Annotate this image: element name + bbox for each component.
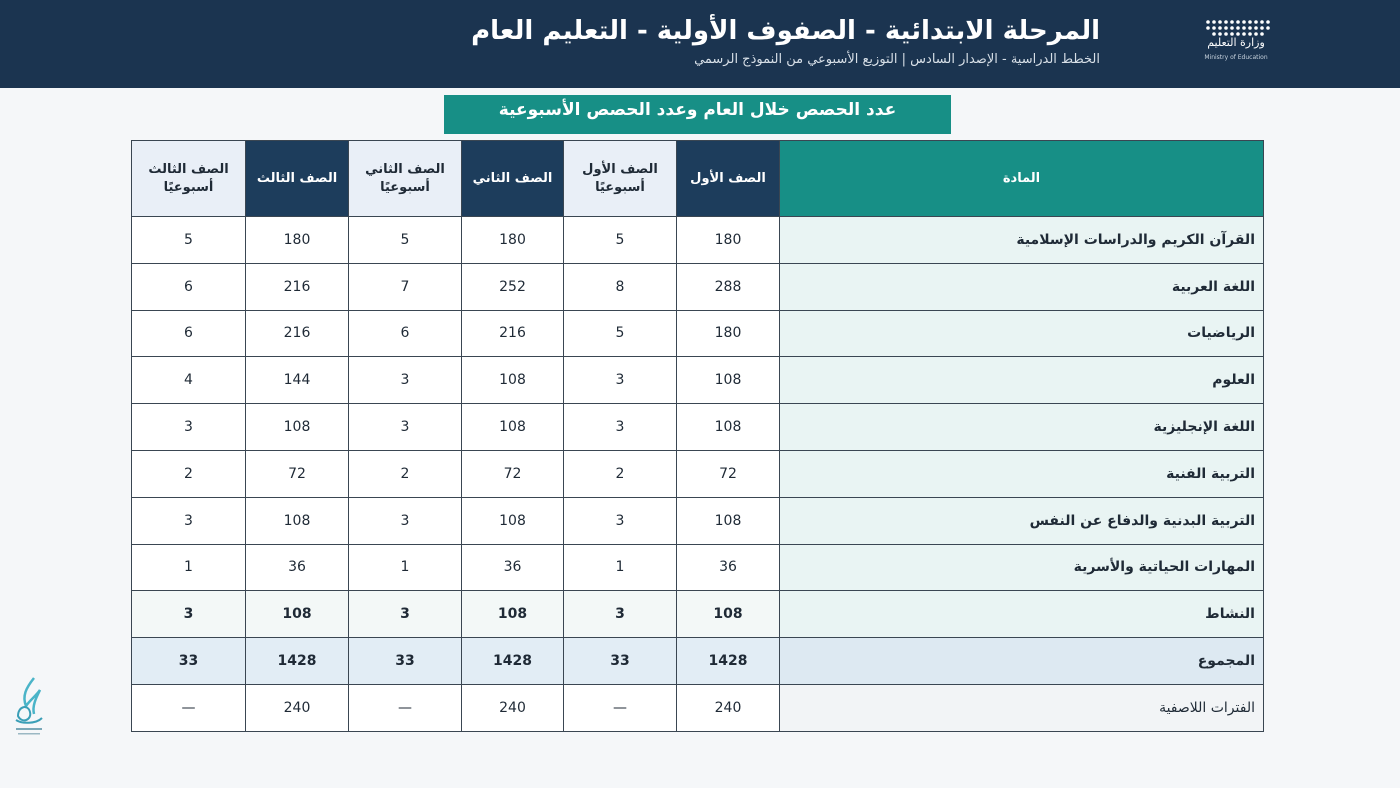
cell-grade1: 180: [677, 217, 780, 264]
cell-grade3-weekly: 3: [132, 404, 246, 451]
cell-grade2: 216: [462, 310, 564, 357]
cell-grade3: 240: [246, 684, 349, 731]
cell-grade1-weekly: 3: [564, 404, 677, 451]
vision-logo-icon: [12, 676, 48, 738]
cell-grade2: 108: [462, 497, 564, 544]
cell-grade1: 180: [677, 310, 780, 357]
cell-grade2-weekly: 5: [349, 217, 462, 264]
cell-grade1: 72: [677, 450, 780, 497]
col-grade3-weekly-line1: الصف الثالث: [148, 161, 229, 177]
cell-grade3-weekly: 3: [132, 497, 246, 544]
row-subject: النشاط: [780, 591, 1264, 638]
col-grade2-weekly: [349, 141, 462, 217]
table-row: [132, 497, 1264, 544]
cell-grade2: 36: [462, 544, 564, 591]
cell-grade2: 108: [462, 357, 564, 404]
col-grade1: الصف الأول: [677, 141, 780, 217]
col-grade2: الصف الثاني: [462, 141, 564, 217]
cell-grade3-weekly: 5: [132, 217, 246, 264]
col-grade3-weekly: [132, 141, 246, 217]
cell-grade2-weekly: 7: [349, 263, 462, 310]
table-header-row: [132, 141, 1264, 217]
cell-grade1-weekly: 1: [564, 544, 677, 591]
row-subject: العلوم: [780, 357, 1264, 404]
table-row: [132, 450, 1264, 497]
row-subject: المجموع: [780, 638, 1264, 685]
activity-row: [132, 591, 1264, 638]
logo-english-text: Ministry of Education: [1204, 54, 1268, 61]
cell-grade3-weekly: 33: [132, 638, 246, 685]
cell-grade2: 72: [462, 450, 564, 497]
cell-grade2-weekly: 3: [349, 497, 462, 544]
periods-table: [131, 140, 1264, 732]
page-title: المرحلة الابتدائية - الصفوف الأولية - التعليم العام: [471, 16, 1100, 46]
row-subject: التربية الفنية: [780, 450, 1264, 497]
row-subject: القرآن الكريم والدراسات الإسلامية: [780, 217, 1264, 264]
cell-grade3-weekly: 6: [132, 263, 246, 310]
cell-grade2: 252: [462, 263, 564, 310]
cell-grade2-weekly: 2: [349, 450, 462, 497]
dots-icon: [1204, 18, 1270, 38]
cell-grade3: 216: [246, 263, 349, 310]
cell-grade1: 36: [677, 544, 780, 591]
col-grade2-weekly-line2: أسبوعيًا: [380, 179, 430, 195]
table-row: [132, 357, 1264, 404]
cell-grade1: 1428: [677, 638, 780, 685]
cell-grade2-weekly: 1: [349, 544, 462, 591]
cell-grade1-weekly: 3: [564, 497, 677, 544]
cell-grade2-weekly: 3: [349, 404, 462, 451]
cell-grade3-weekly: 4: [132, 357, 246, 404]
cell-grade1: 288: [677, 263, 780, 310]
cell-grade3-weekly: —: [132, 684, 246, 731]
cell-grade2: 108: [462, 591, 564, 638]
cell-grade3-weekly: 6: [132, 310, 246, 357]
cell-grade2-weekly: 3: [349, 357, 462, 404]
cell-grade1: 108: [677, 404, 780, 451]
page-header: [0, 0, 1400, 88]
cell-grade1: 108: [677, 357, 780, 404]
cell-grade3: 108: [246, 404, 349, 451]
logo-arabic-text: وزارة التعليم: [1207, 36, 1265, 49]
col-grade3-weekly-line2: أسبوعيًا: [163, 179, 214, 195]
cell-grade1: 240: [677, 684, 780, 731]
table-row: [132, 310, 1264, 357]
table-row: [132, 263, 1264, 310]
cell-grade1-weekly: 3: [564, 591, 677, 638]
row-subject: اللغة العربية: [780, 263, 1264, 310]
cell-grade2: 240: [462, 684, 564, 731]
cell-grade3: 216: [246, 310, 349, 357]
cell-grade3: 144: [246, 357, 349, 404]
cell-grade3-weekly: 2: [132, 450, 246, 497]
row-subject: التربية البدنية والدفاع عن النفس: [780, 497, 1264, 544]
cell-grade1: 108: [677, 497, 780, 544]
cell-grade1-weekly: —: [564, 684, 677, 731]
cell-grade2-weekly: —: [349, 684, 462, 731]
col-grade3: الصف الثالث: [246, 141, 349, 217]
cell-grade3: 108: [246, 591, 349, 638]
cell-grade2: 1428: [462, 638, 564, 685]
col-grade1-weekly-line2: أسبوعيًا: [595, 179, 645, 195]
cell-grade1-weekly: 5: [564, 310, 677, 357]
cell-grade2: 108: [462, 404, 564, 451]
table-row: [132, 217, 1264, 264]
extracurricular-row: [132, 684, 1264, 731]
cell-grade3: 36: [246, 544, 349, 591]
cell-grade2-weekly: 3: [349, 591, 462, 638]
total-row: [132, 638, 1264, 685]
cell-grade3-weekly: 1: [132, 544, 246, 591]
row-subject: الفترات اللاصفية: [780, 684, 1264, 731]
cell-grade3: 1428: [246, 638, 349, 685]
col-grade1-weekly: [564, 141, 677, 217]
col-grade1-weekly-line1: الصف الأول: [582, 161, 658, 177]
cell-grade2-weekly: 6: [349, 310, 462, 357]
cell-grade1-weekly: 3: [564, 357, 677, 404]
page-subtitle: الخطط الدراسية - الإصدار السادس | التوزيع الأسبوعي من النموذج الرسمي: [694, 52, 1100, 67]
cell-grade2-weekly: 33: [349, 638, 462, 685]
table-row: [132, 544, 1264, 591]
row-subject: المهارات الحياتية والأسرية: [780, 544, 1264, 591]
col-grade2-weekly-line1: الصف الثاني: [365, 161, 445, 177]
cell-grade2: 180: [462, 217, 564, 264]
cell-grade1: 108: [677, 591, 780, 638]
cell-grade1-weekly: 8: [564, 263, 677, 310]
row-subject: الرياضيات: [780, 310, 1264, 357]
cell-grade3-weekly: 3: [132, 591, 246, 638]
table-title: عدد الحصص خلال العام وعدد الحصص الأسبوعية: [444, 95, 951, 134]
ministry-logo: [1200, 14, 1280, 70]
cell-grade3: 108: [246, 497, 349, 544]
table-row: [132, 404, 1264, 451]
cell-grade3: 72: [246, 450, 349, 497]
col-subject: المادة: [780, 141, 1264, 217]
cell-grade1-weekly: 33: [564, 638, 677, 685]
cell-grade3: 180: [246, 217, 349, 264]
row-subject: اللغة الإنجليزية: [780, 404, 1264, 451]
cell-grade1-weekly: 5: [564, 217, 677, 264]
cell-grade1-weekly: 2: [564, 450, 677, 497]
